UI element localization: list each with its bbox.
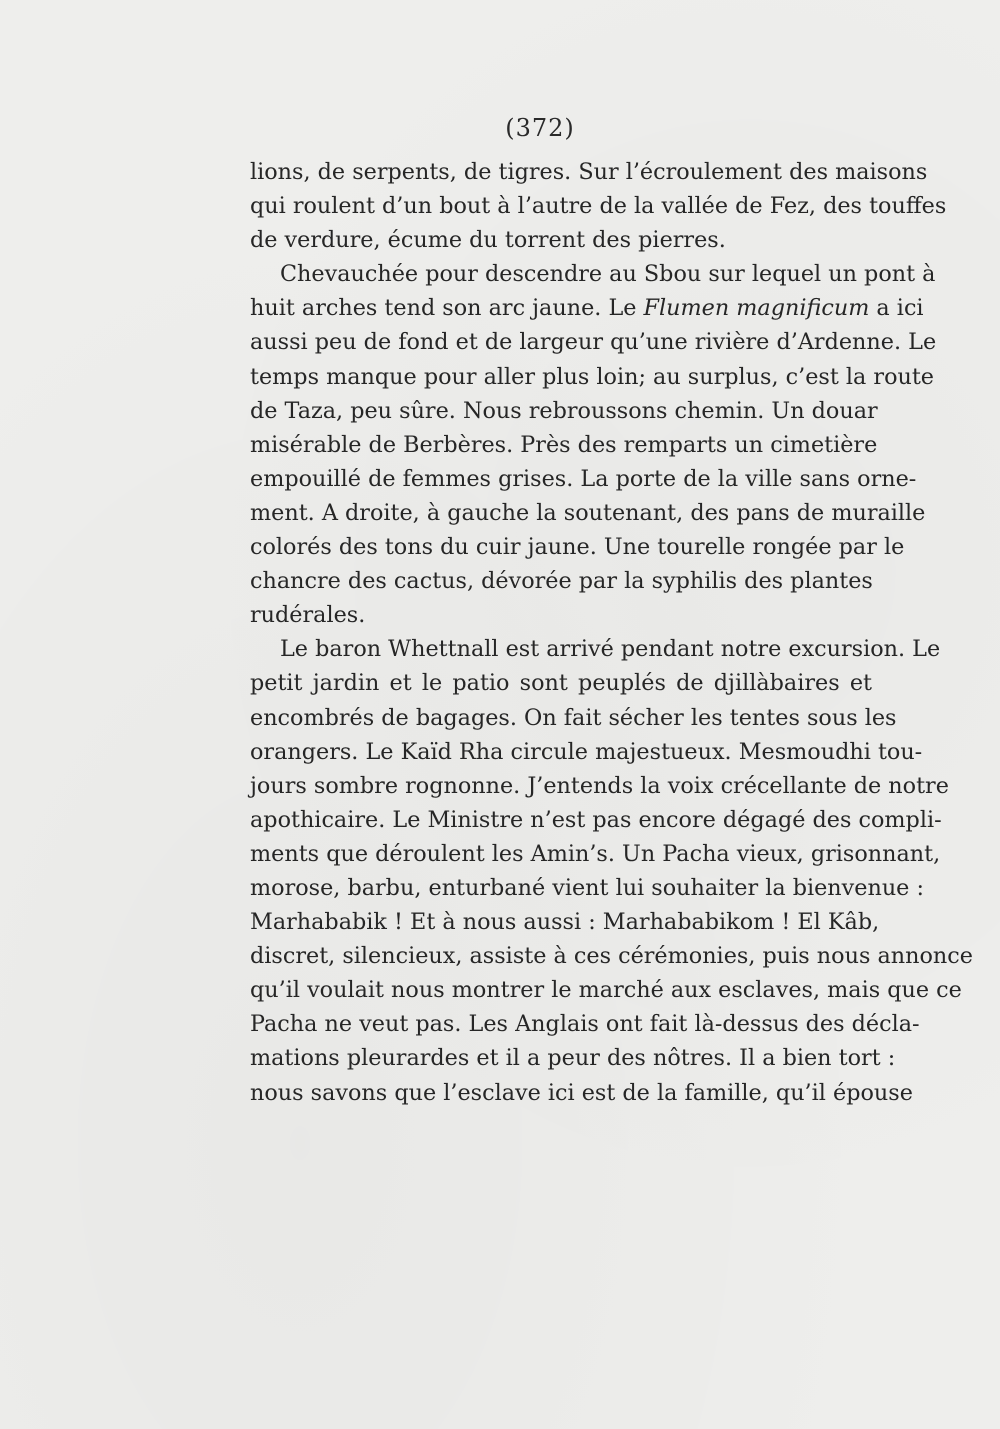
text-segment: a ici — [869, 295, 924, 322]
text-line: Pacha ne veut pas. Les Anglais ont fait là-dessus des décla- — [250, 1011, 920, 1038]
italic-phrase: Flumen magnificum — [643, 295, 870, 322]
text-line: morose, barbu, enturbané vient lui souhaiter la bienvenue : — [250, 874, 924, 901]
text-line — [250, 291, 924, 325]
text-line: aussi peu de fond et de largeur qu’une rivière d’Ardenne. Le — [250, 329, 937, 356]
text-line: chancre des cactus, dévorée par la syphilis des plantes — [250, 568, 873, 595]
text-line: apothicaire. Le Ministre n’est pas encore dégagé des compli- — [250, 806, 942, 833]
text-line: de verdure, écume du torrent des pierres. — [250, 227, 726, 254]
text-line: jours sombre rognonne. J’entends la voix crécellante de notre — [250, 772, 949, 799]
text-line: qu’il voulait nous montrer le marché aux esclaves, mais que ce — [250, 977, 962, 1004]
text-line: discret, silencieux, assiste à ces cérémonies, puis nous annonce — [250, 943, 973, 970]
text-line: Le baron Whettnall est arrivé pendant notre excursion. Le — [280, 636, 941, 663]
body-text — [250, 155, 973, 1110]
text-line: empouillé de femmes grises. La porte de la ville sans orne- — [250, 465, 917, 492]
text-line: orangers. Le Kaïd Rha circule majestueux. Mesmoudhi tou- — [250, 738, 923, 765]
text-line: de Taza, peu sûre. Nous rebroussons chemin. Un douar — [250, 397, 878, 424]
text-line: encombrés de bagages. On fait sécher les tentes sous les — [250, 704, 897, 731]
text-line: temps manque pour aller plus loin; au surplus, c’est la route — [250, 363, 935, 390]
text-line: ment. A droite, à gauche la soutenant, des pans de muraille — [250, 499, 926, 526]
text-line: nous savons que l’esclave ici est de la famille, qu’il épouse — [250, 1079, 913, 1106]
text-line: ments que déroulent les Amin’s. Un Pacha vieux, grisonnant, — [250, 840, 941, 867]
text-line: colorés des tons du cuir jaune. Une tourelle rongée par le — [250, 534, 905, 561]
text-line: misérable de Berbères. Près des remparts un cimetière — [250, 431, 878, 458]
page-number: (372) — [505, 114, 575, 142]
text-line: mations pleurardes et il a peur des nôtres. Il a bien tort : — [250, 1045, 896, 1072]
text-line: lions, de serpents, de tigres. Sur l’écroulement des maisons — [250, 159, 928, 185]
text-segment: huit arches tend son arc jaune. Le — [250, 295, 644, 322]
text-line: Chevauchée pour descendre au Sbou sur lequel un pont à — [280, 261, 936, 288]
text-line: Marhababik ! Et à nous aussi : Marhababikom ! El Kâb, — [250, 909, 880, 936]
text-line: qui roulent d’un bout à l’autre de la vallée de Fez, des touffes — [250, 193, 947, 220]
text-line: petit jardin et le patio sont peuplés de djillàbaires et — [250, 670, 872, 697]
text-line: rudérales. — [250, 602, 366, 629]
